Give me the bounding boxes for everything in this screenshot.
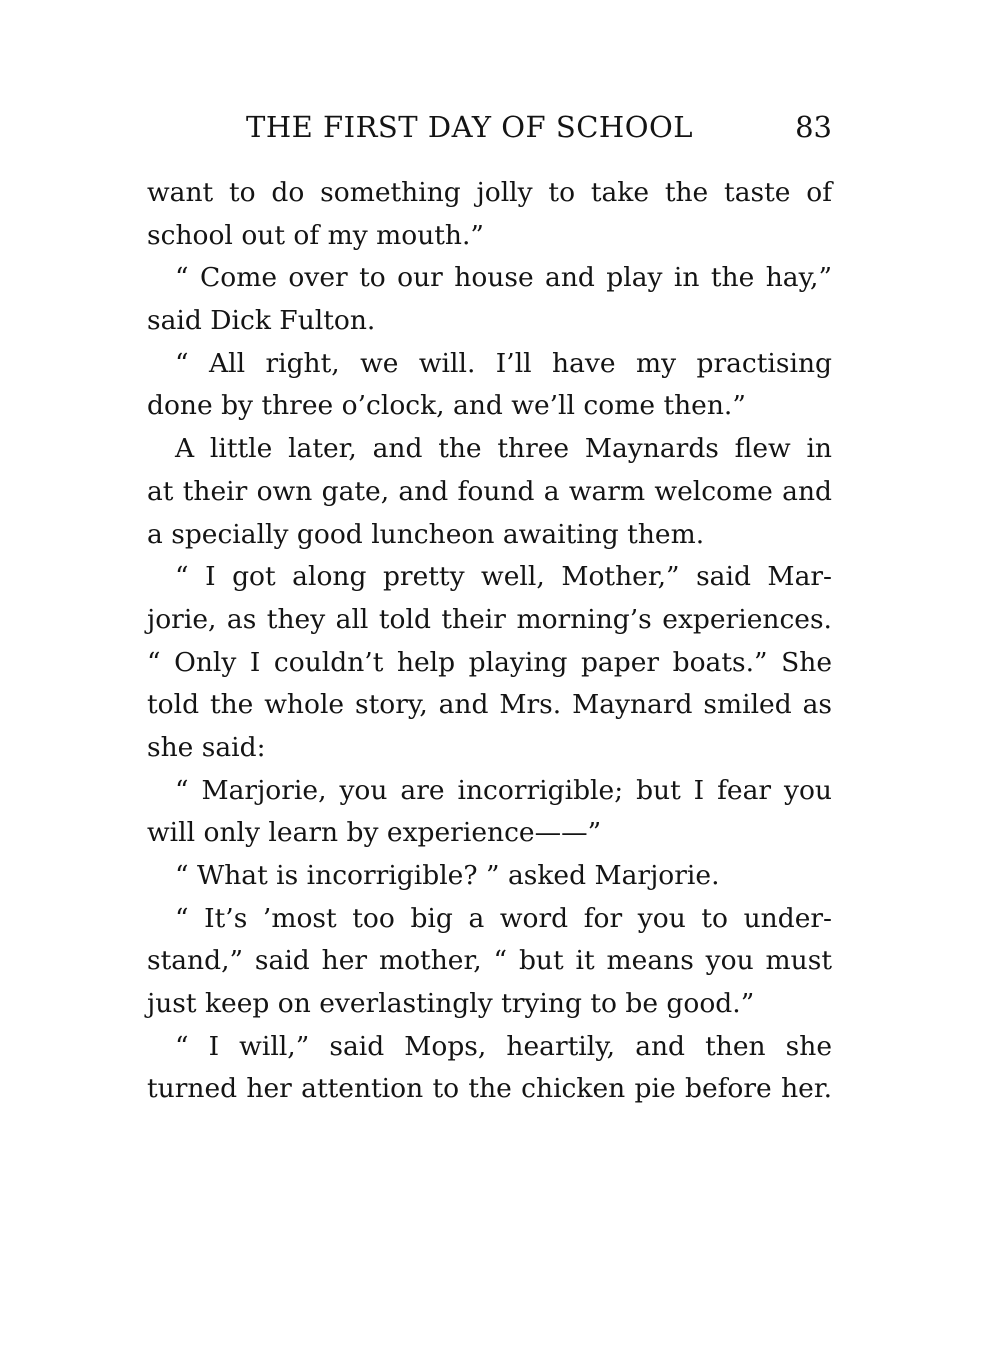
text-line: she said: [147,731,266,763]
text-line: “ All right, we will. I’ll have my practising [175,347,832,379]
text-line: at their own gate, and found a warm welcome and [147,475,832,507]
text-line: school out of my mouth.” [147,219,484,251]
text-line: want to do something jolly to take the taste of [147,177,832,208]
body-text [147,172,832,1111]
text-line: stand,” said her mother, “ but it means you must [147,945,832,977]
text-line: “ What is incorrigible? ” asked Marjorie. [175,860,720,891]
text-line: “ Only I couldn’t help playing paper boats.” She [147,646,832,678]
text-line: said Dick Fulton. [147,305,376,337]
text-line: done by three o’clock, and we’ll come then.” [147,390,746,422]
text-line: “ I will,” said Mops, heartily, and then she [175,1030,832,1062]
text-line: “ I got along pretty well, Mother,” said Mar- [175,561,832,593]
text-line: “ It’s ’most too big a word for you to under- [175,902,832,934]
running-title: THE FIRST DAY OF SCHOOL [246,110,694,144]
running-head [150,110,832,150]
text-line: turned her attention to the chicken pie before her. [147,1073,832,1105]
text-line: A little later, and the three Maynards flew in [175,433,832,465]
text-line: a specially good luncheon awaiting them. [147,518,705,550]
text-line: told the whole story, and Mrs. Maynard smiled as [147,689,832,721]
text-line: just keep on everlastingly trying to be good.” [147,988,755,1020]
text-line: “ Come over to our house and play in the hay,” [175,262,832,294]
page-number: 83 [795,110,832,144]
text-line: jorie, as they all told their morning’s experiences. [147,603,832,635]
text-line: “ Marjorie, you are incorrigible; but I fear you [175,774,832,806]
text-line: will only learn by experience——” [147,817,602,849]
